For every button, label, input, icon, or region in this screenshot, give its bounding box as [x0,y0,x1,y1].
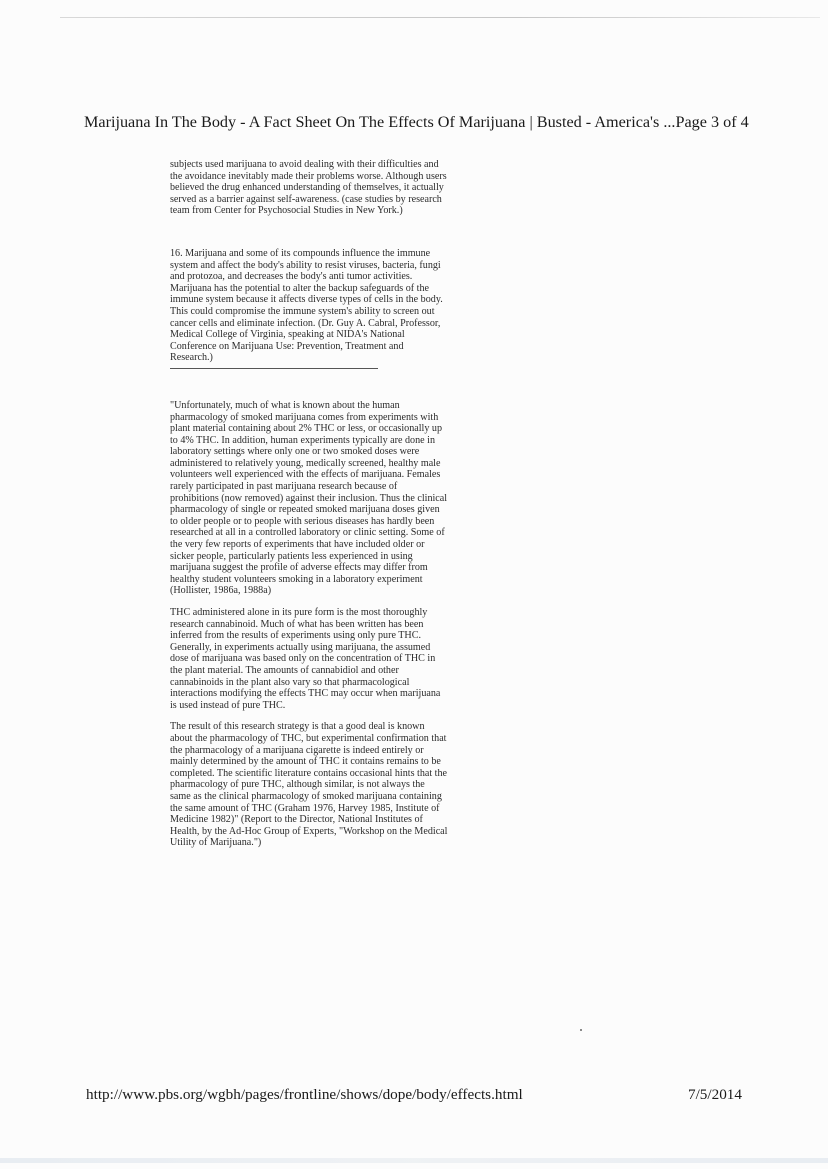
page-footer [86,1086,742,1104]
page-header [84,113,749,132]
source-url: http://www.pbs.org/wgbh/pages/frontline/shows/dope/body/effects.html [86,1086,523,1103]
page-indicator: Page 3 of 4 [675,113,749,131]
section-divider [170,368,378,369]
page-title: Marijuana In The Body - A Fact Sheet On The Effects Of Marijuana | Busted - America's ... [84,113,676,131]
paragraph-quote-2: THC administered alone in its pure form is the most thoroughly research cannabinoid. Much of what has been written has been inferred from the results of experiments using only pure THC. Generally, in experiments actually using marijuana, the assumed dose of marijuana was based only on the concentration of THC in the plant material. The amounts of cannabidiol and other cannabinoids in the plant also vary so that pharmacological interactions modifying the effects THC may occur when marijuana is used instead of pure THC. [170,607,441,711]
scan-speck [580,1029,582,1031]
scan-artifact-bottom-band [0,1158,828,1163]
paragraph-quote-1: "Unfortunately, much of what is known about the human pharmacology of smoked marijuana comes from experiments with plant material containing about 2% THC or less, or occasionally up to 4% THC. In addition, human experiments typically are done in laboratory settings where only one or two smoked doses were administered to relatively young, medically screened, healthy male volunteers well experienced with the effects of marijuana. Females rarely participated in past marijuana research because of prohibitions (now removed) against their inclusion. Thus the clinical pharmacology of single or repeated smoked marijuana doses given to older people or to people with serious diseases has hardly been researched at all in a controlled laboratory or clinic setting. Some of the very few reports of experiments that have included older or sicker people, particularly patients less experienced in using marijuana suggest the profile of adverse effects may differ from healthy student volunteers smoking in a laboratory experiment (Hollister, 1986a, 1988a) [170,399,448,597]
scan-artifact-top-line [60,17,820,18]
paragraph-quote-3: The result of this research strategy is that a good deal is known about the pharmacology of THC, but experimental confirmation that the pharmacology of a marijuana cigarette is indeed entirely or mainly determined by the amount of THC it contains remains to be completed. The scientific literature contains occasional hints that the pharmacology of pure THC, although similar, is not always the same as the clinical pharmacology of smoked marijuana containing the same amount of THC (Graham 1976, Harvey 1985, Institute of Medicine 1982)" (Report to the Director, National Institutes of Health, by the Ad-Hoc Group of Experts, "Workshop on the Medical Utility of Marijuana.") [170,721,448,849]
paragraph-continued: subjects used marijuana to avoid dealing with their difficulties and the avoidance inevitably made their problems worse. Although users believed the drug enhanced understanding of themselves, it actually served as a barrier against self-awareness. (case studies by research team from Center for Psychosocial Studies in New York.) [170,159,447,217]
print-date: 7/5/2014 [687,1086,742,1103]
article-body [170,159,448,849]
paragraph-point-16: 16. Marijuana and some of its compounds influence the immune system and affect the body's ability to resist viruses, bacteria, fungi and protozoa, and decreases the body's anti tumor activities. Marijuana has the potential to alter the backup safeguards of the immune system because it affects diverse types of cells in the body. This could compromise the immune system's ability to screen out cancer cells and eliminate infection. (Dr. Guy A. Cabral, Professor, Medical College of Virginia, speaking at NIDA's National Conference on Marijuana Use: Prevention, Treatment and Research.) [170,247,443,364]
